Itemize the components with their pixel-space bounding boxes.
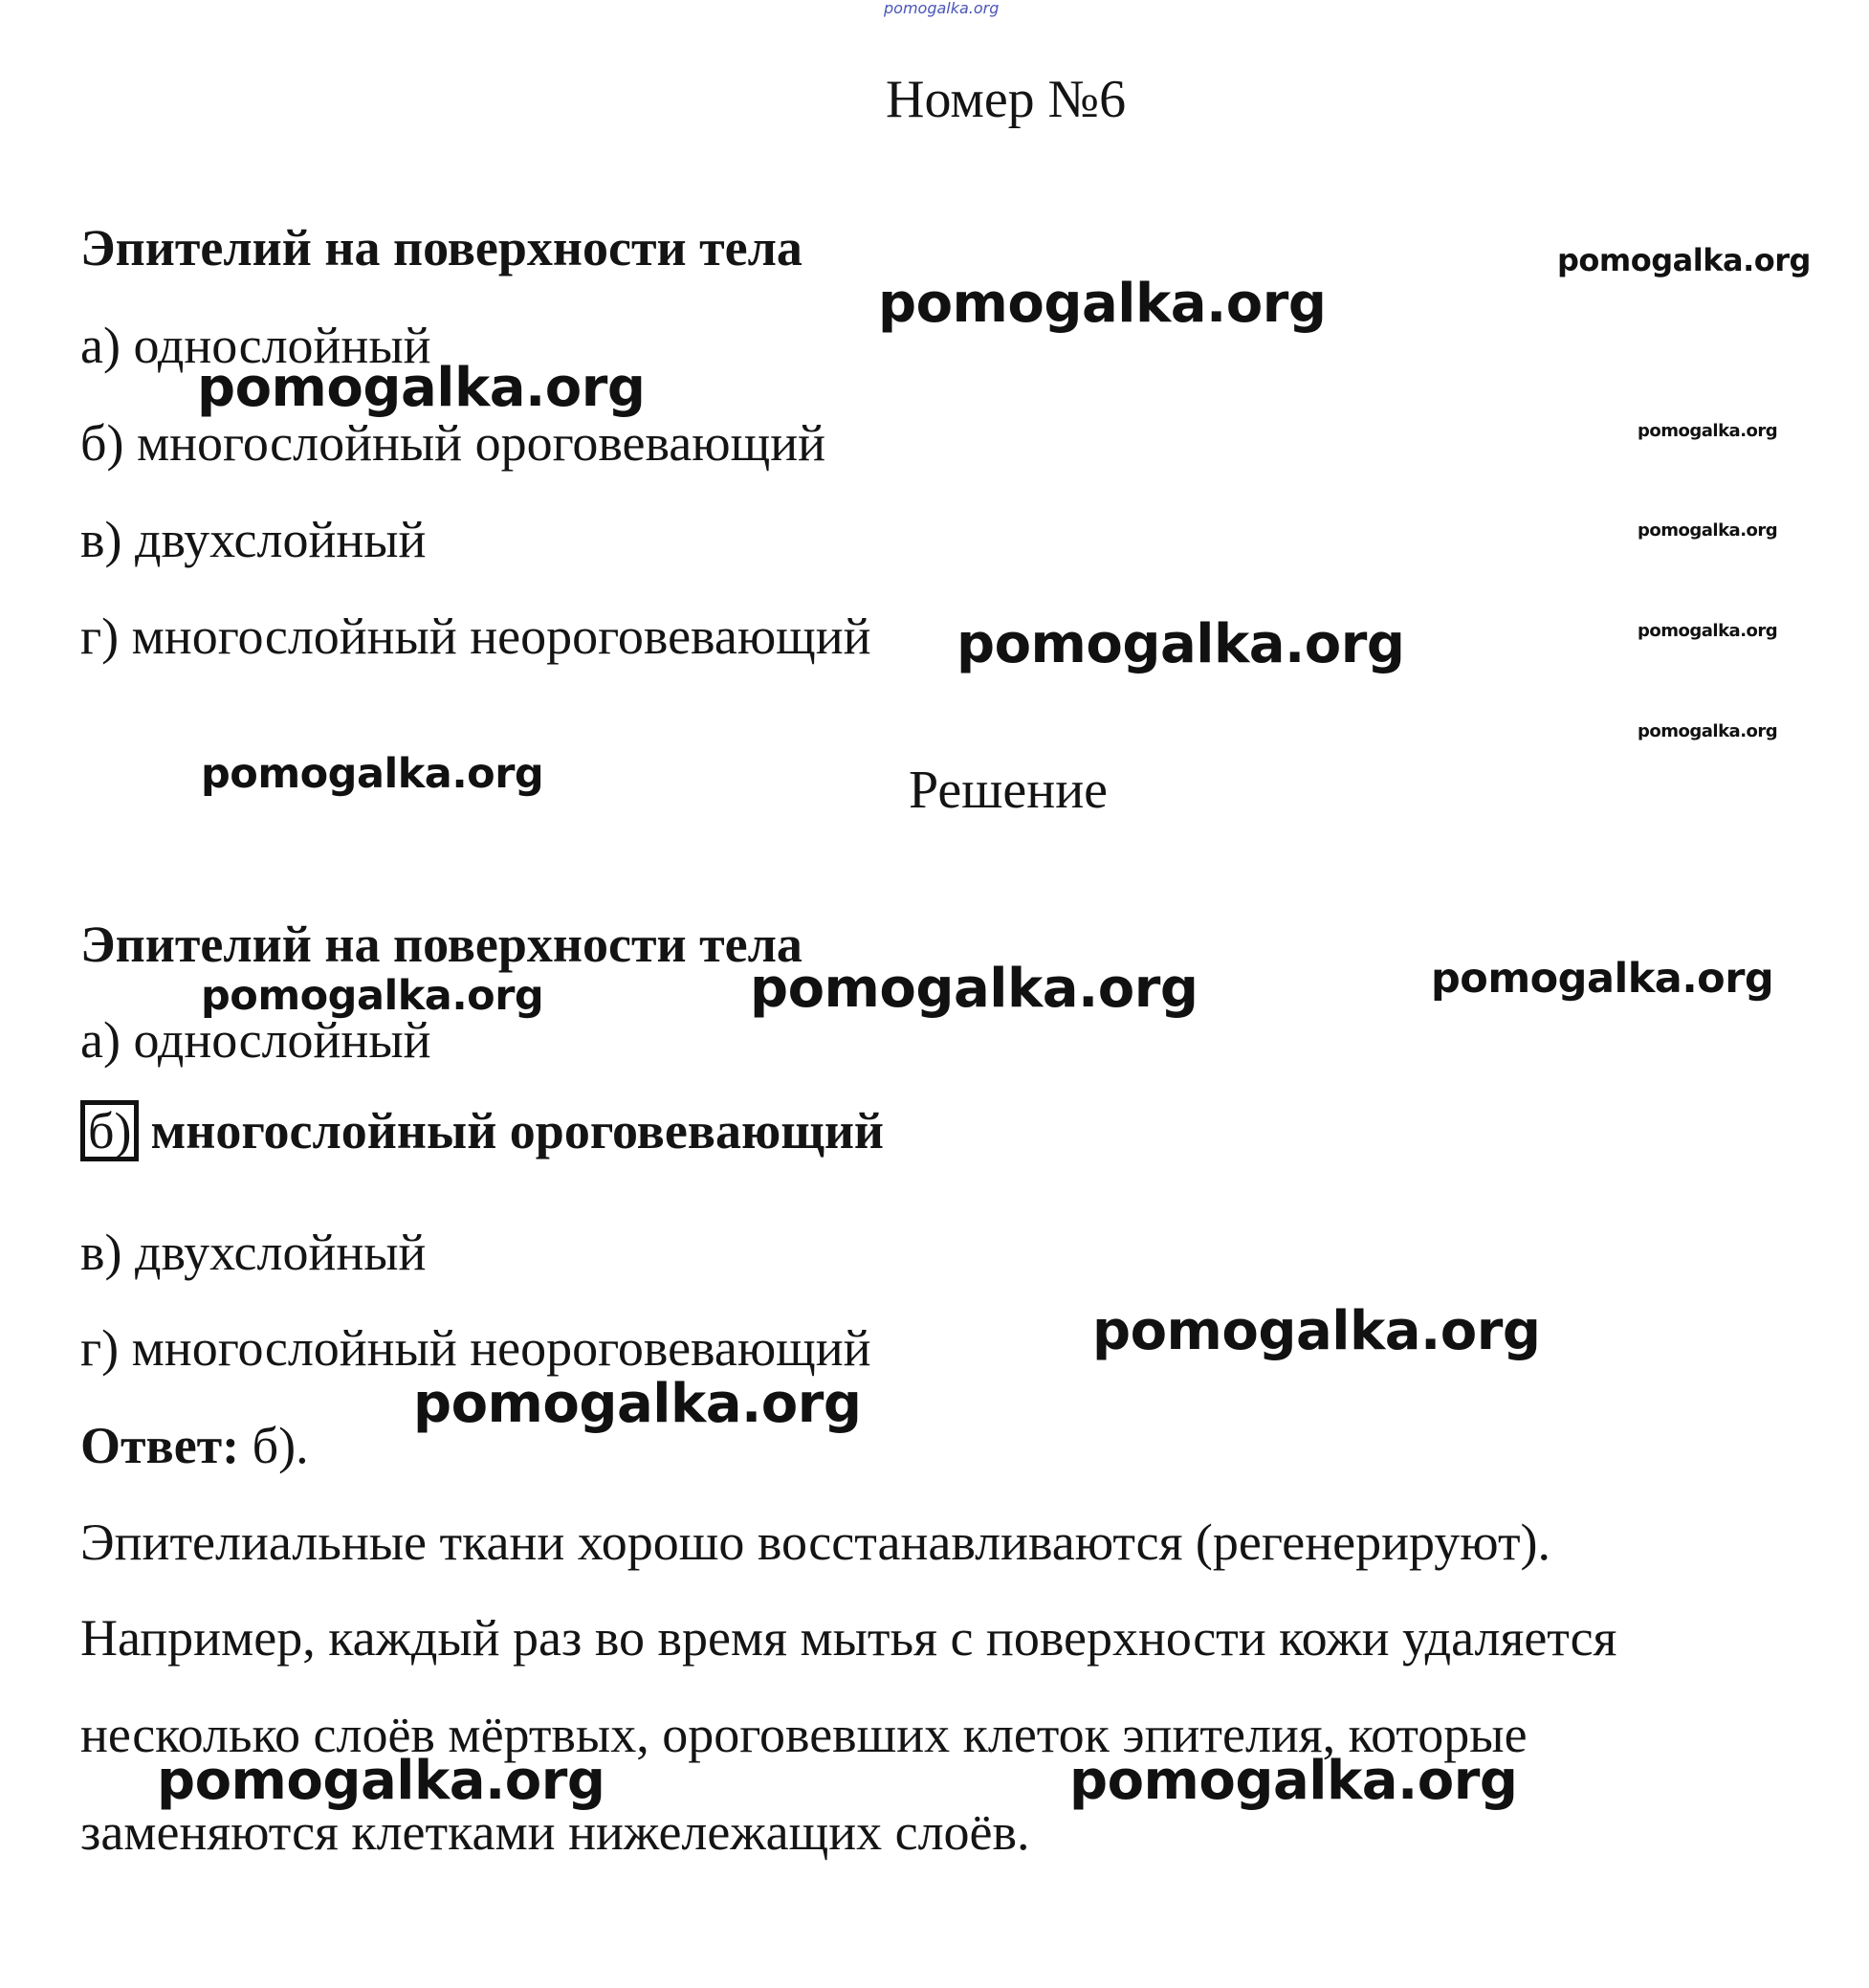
solution-option-c: в) двухслойный [80,1224,427,1281]
watermark: pomogalka.org [1557,242,1811,278]
watermark: pomogalka.org [197,357,646,419]
question-option-d: г) многослойный неороговевающий [80,607,871,665]
question-option-a: а) однослойный [80,317,431,374]
solution-option-b [80,1100,884,1161]
solution-option-d: г) многослойный неороговевающий [80,1319,871,1377]
watermark: pomogalka.org [201,972,544,1020]
page-title: Номер №6 [886,70,1127,129]
watermark: pomogalka.org [1092,1300,1541,1362]
watermark: pomogalka.org [878,273,1327,335]
watermark: pomogalka.org [750,958,1198,1020]
watermark: pomogalka.org [1638,520,1778,541]
watermark: pomogalka.org [1638,421,1778,441]
question-heading: Эпителий на поверхности тела [80,219,803,276]
correct-answer-box: б) [80,1100,139,1161]
explanation-line-3: несколько слоёв мёртвых, ороговевших клеток эпителия, которые [80,1706,1528,1763]
explanation-line-2: Например, каждый раз во время мытья с поверхности кожи удаляется [80,1609,1617,1667]
watermark: pomogalka.org [1638,721,1778,741]
explanation-line-4: заменяются клетками нижележащих слоёв. [80,1803,1030,1861]
watermark: pomogalka.org [956,613,1405,675]
watermark: pomogalka.org [1431,955,1774,1003]
watermark-top: pomogalka.org [884,0,1000,17]
watermark: pomogalka.org [157,1750,605,1812]
watermark: pomogalka.org [201,750,544,798]
solution-option-a: а) однослойный [80,1011,431,1069]
solution-option-b-text: многослойный ороговевающий [150,1102,885,1160]
explanation-line-1: Эпителиальные ткани хорошо восстанавливаются (регенерируют). [80,1513,1551,1571]
answer-line [80,1417,309,1474]
question-option-c: в) двухслойный [80,511,427,568]
question-option-b: б) многослойный ороговевающий [80,414,825,472]
watermark: pomogalka.org [1069,1750,1518,1812]
watermark: pomogalka.org [413,1373,862,1435]
watermark: pomogalka.org [1638,621,1778,641]
solution-title: Решение [909,761,1109,820]
answer-label: Ответ: [80,1417,240,1474]
solution-heading: Эпителий на поверхности тела [80,916,803,973]
answer-value: б). [239,1417,309,1474]
